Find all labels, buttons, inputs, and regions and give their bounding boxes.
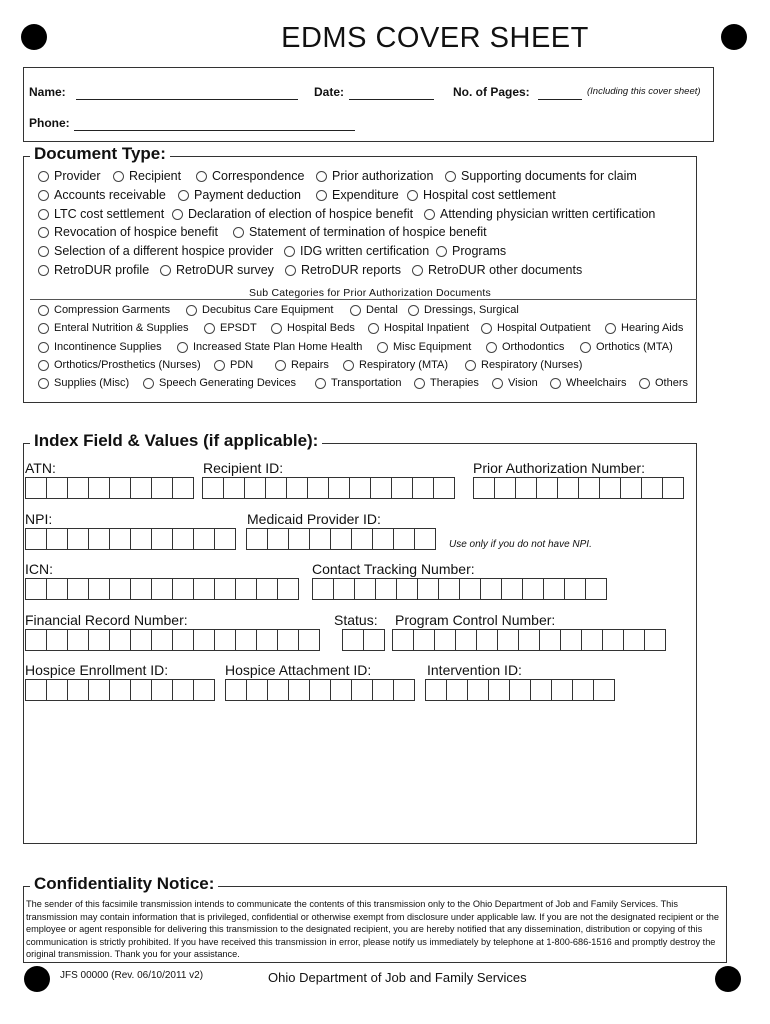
char-cell[interactable] <box>288 679 310 701</box>
radio-circle-icon <box>605 323 616 334</box>
subcategory-option[interactable]: Orthodontics <box>486 341 564 353</box>
char-cell[interactable] <box>530 679 552 701</box>
char-cell[interactable] <box>151 679 173 701</box>
char-cell[interactable] <box>88 578 110 600</box>
char-cell[interactable] <box>67 679 89 701</box>
radio-circle-icon <box>550 378 561 389</box>
char-cell[interactable] <box>372 679 394 701</box>
char-cell[interactable] <box>214 578 236 600</box>
char-cell[interactable] <box>172 679 194 701</box>
char-cell[interactable] <box>172 477 194 499</box>
radio-circle-icon <box>492 378 503 389</box>
char-cell[interactable] <box>480 578 502 600</box>
char-cell[interactable] <box>536 477 558 499</box>
char-cell[interactable] <box>214 528 236 550</box>
subcategory-option[interactable]: Speech Generating Devices <box>143 377 296 389</box>
radio-circle-icon <box>315 378 326 389</box>
char-cell[interactable] <box>392 629 414 651</box>
doc-type-option[interactable]: Prior authorization <box>316 169 433 183</box>
subcategory-option[interactable]: PDN <box>214 359 253 371</box>
agency-name: Ohio Department of Job and Family Services <box>268 970 527 985</box>
doc-type-option[interactable]: Selection of a different hospice provider <box>38 244 273 258</box>
subcategory-option[interactable]: Hospital Beds <box>271 322 355 334</box>
char-cell[interactable] <box>109 477 131 499</box>
icn-field[interactable] <box>25 578 298 600</box>
char-cell[interactable] <box>434 629 456 651</box>
char-cell[interactable] <box>46 528 68 550</box>
subcategory-option[interactable]: Hearing Aids <box>605 322 683 334</box>
subcategory-option[interactable]: Dental <box>350 304 398 316</box>
char-cell[interactable] <box>494 477 516 499</box>
char-cell[interactable] <box>623 629 645 651</box>
char-cell[interactable] <box>560 629 582 651</box>
char-cell[interactable] <box>67 528 89 550</box>
radio-circle-icon <box>445 171 456 182</box>
radio-circle-icon <box>38 305 49 316</box>
char-cell[interactable] <box>109 578 131 600</box>
char-cell[interactable] <box>109 629 131 651</box>
char-cell[interactable] <box>277 578 299 600</box>
char-cell[interactable] <box>25 528 47 550</box>
char-cell[interactable] <box>151 477 173 499</box>
program-control-number-label: Program Control Number: <box>395 612 556 628</box>
char-cell[interactable] <box>193 629 215 651</box>
char-cell[interactable] <box>172 629 194 651</box>
subcategory-option[interactable]: Orthotics (MTA) <box>580 341 673 353</box>
radio-circle-icon <box>486 342 497 353</box>
radio-circle-icon <box>316 190 327 201</box>
radio-circle-icon <box>38 171 49 182</box>
subcategory-option[interactable]: Hospital Inpatient <box>368 322 469 334</box>
doc-type-option[interactable]: RetroDUR profile <box>38 263 149 277</box>
char-cell[interactable] <box>225 679 247 701</box>
radio-circle-icon <box>38 342 49 353</box>
char-cell[interactable] <box>578 477 600 499</box>
radio-circle-icon <box>38 360 49 371</box>
name-field[interactable] <box>76 99 298 100</box>
char-cell[interactable] <box>518 629 540 651</box>
char-cell[interactable] <box>193 528 215 550</box>
subcategory-option[interactable]: Repairs <box>275 359 329 371</box>
char-cell[interactable] <box>88 629 110 651</box>
doc-type-option[interactable]: Statement of termination of hospice benefit <box>233 225 487 239</box>
char-cell[interactable] <box>256 578 278 600</box>
char-cell[interactable] <box>25 679 47 701</box>
radio-circle-icon <box>408 305 419 316</box>
radio-circle-icon <box>233 227 244 238</box>
doc-type-option[interactable]: Hospital cost settlement <box>407 188 556 202</box>
subcategory-option[interactable]: Therapies <box>414 377 479 389</box>
char-cell[interactable] <box>391 477 413 499</box>
pages-note: (Including this cover sheet) <box>587 86 701 97</box>
subcategory-option[interactable]: Respiratory (MTA) <box>343 359 448 371</box>
char-cell[interactable] <box>88 477 110 499</box>
date-label: Date: <box>314 85 345 99</box>
atn-label: ATN: <box>25 460 56 476</box>
char-cell[interactable] <box>246 679 268 701</box>
char-cell[interactable] <box>130 629 152 651</box>
registration-mark-bottom-right <box>715 966 741 992</box>
financial-record-number-label: Financial Record Number: <box>25 612 188 628</box>
char-cell[interactable] <box>109 528 131 550</box>
subcategory-option[interactable]: Hospital Outpatient <box>481 322 591 334</box>
char-cell[interactable] <box>414 528 436 550</box>
subcategory-option[interactable]: Decubitus Care Equipment <box>186 304 333 316</box>
radio-circle-icon <box>178 190 189 201</box>
radio-circle-icon <box>343 360 354 371</box>
char-cell[interactable] <box>235 629 257 651</box>
char-cell[interactable] <box>438 578 460 600</box>
radio-circle-icon <box>38 246 49 257</box>
subcategory-divider <box>30 299 697 300</box>
doc-type-option[interactable]: Revocation of hospice benefit <box>38 225 218 239</box>
radio-circle-icon <box>465 360 476 371</box>
radio-circle-icon <box>377 342 388 353</box>
prior-auth-number-label: Prior Authorization Number: <box>473 460 645 476</box>
radio-circle-icon <box>38 209 49 220</box>
phone-label: Phone: <box>29 116 70 130</box>
subcategory-heading: Sub Categories for Prior Authorization Documents <box>249 287 491 299</box>
char-cell[interactable] <box>312 578 334 600</box>
char-cell[interactable] <box>46 578 68 600</box>
doc-type-option[interactable]: RetroDUR other documents <box>412 263 582 277</box>
radio-circle-icon <box>214 360 225 371</box>
intervention-id-field[interactable] <box>425 679 614 701</box>
char-cell[interactable] <box>88 528 110 550</box>
phone-field[interactable] <box>74 130 355 131</box>
doc-type-option[interactable]: Attending physician written certification <box>424 207 655 221</box>
char-cell[interactable] <box>277 629 299 651</box>
radio-circle-icon <box>407 190 418 201</box>
radio-circle-icon <box>412 265 423 276</box>
char-cell[interactable] <box>309 528 331 550</box>
char-cell[interactable] <box>543 578 565 600</box>
radio-circle-icon <box>143 378 154 389</box>
char-cell[interactable] <box>351 528 373 550</box>
char-cell[interactable] <box>88 679 110 701</box>
subcategory-option[interactable]: Enteral Nutrition & Supplies <box>38 322 189 334</box>
radio-circle-icon <box>316 171 327 182</box>
char-cell[interactable] <box>551 679 573 701</box>
char-cell[interactable] <box>522 578 544 600</box>
document-type-heading: Document Type: <box>30 144 170 164</box>
medicaid-provider-id-label: Medicaid Provider ID: <box>247 511 381 527</box>
radio-circle-icon <box>38 378 49 389</box>
char-cell[interactable] <box>641 477 663 499</box>
subcategory-option[interactable]: Misc Equipment <box>377 341 471 353</box>
radio-circle-icon <box>204 323 215 334</box>
doc-type-option[interactable]: Recipient <box>113 169 181 183</box>
radio-circle-icon <box>38 190 49 201</box>
char-cell[interactable] <box>330 679 352 701</box>
char-cell[interactable] <box>446 679 468 701</box>
char-cell[interactable] <box>349 477 371 499</box>
char-cell[interactable] <box>572 679 594 701</box>
prior-auth-number-field[interactable] <box>473 477 683 499</box>
program-control-number-field[interactable] <box>392 629 665 651</box>
hospice-attachment-id-label: Hospice Attachment ID: <box>225 662 372 678</box>
char-cell[interactable] <box>459 578 481 600</box>
subcategory-option[interactable]: Wheelchairs <box>550 377 627 389</box>
char-cell[interactable] <box>412 477 434 499</box>
char-cell[interactable] <box>370 477 392 499</box>
financial-record-number-field[interactable] <box>25 629 319 651</box>
char-cell[interactable] <box>265 477 287 499</box>
char-cell[interactable] <box>25 477 47 499</box>
char-cell[interactable] <box>497 629 519 651</box>
char-cell[interactable] <box>286 477 308 499</box>
radio-circle-icon <box>350 305 361 316</box>
char-cell[interactable] <box>67 477 89 499</box>
char-cell[interactable] <box>599 477 621 499</box>
radio-circle-icon <box>275 360 286 371</box>
char-cell[interactable] <box>342 629 364 651</box>
doc-type-option[interactable]: RetroDUR reports <box>285 263 401 277</box>
char-cell[interactable] <box>585 578 607 600</box>
pages-field[interactable] <box>538 99 582 100</box>
subcategory-option[interactable]: Vision <box>492 377 538 389</box>
subcategory-option[interactable]: Respiratory (Nurses) <box>465 359 582 371</box>
char-cell[interactable] <box>363 629 385 651</box>
subcategory-option[interactable]: Supplies (Misc) <box>38 377 129 389</box>
char-cell[interactable] <box>307 477 329 499</box>
radio-circle-icon <box>639 378 650 389</box>
doc-type-option[interactable]: Correspondence <box>196 169 304 183</box>
char-cell[interactable] <box>130 477 152 499</box>
char-cell[interactable] <box>244 477 266 499</box>
doc-type-option[interactable]: Accounts receivable <box>38 188 166 202</box>
hospice-enrollment-id-field[interactable] <box>25 679 214 701</box>
char-cell[interactable] <box>620 477 642 499</box>
radio-circle-icon <box>271 323 282 334</box>
char-cell[interactable] <box>488 679 510 701</box>
recipient-id-field[interactable] <box>202 477 454 499</box>
doc-type-option[interactable]: Expenditure <box>316 188 399 202</box>
char-cell[interactable] <box>246 528 268 550</box>
radio-circle-icon <box>38 323 49 334</box>
radio-circle-icon <box>285 265 296 276</box>
radio-circle-icon <box>113 171 124 182</box>
hospice-enrollment-id-label: Hospice Enrollment ID: <box>25 662 169 678</box>
doc-type-option[interactable]: Declaration of election of hospice benefit <box>172 207 413 221</box>
char-cell[interactable] <box>396 578 418 600</box>
char-cell[interactable] <box>354 578 376 600</box>
radio-circle-icon <box>481 323 492 334</box>
char-cell[interactable] <box>256 629 278 651</box>
char-cell[interactable] <box>109 679 131 701</box>
char-cell[interactable] <box>328 477 350 499</box>
char-cell[interactable] <box>455 629 477 651</box>
char-cell[interactable] <box>46 629 68 651</box>
char-cell[interactable] <box>25 578 47 600</box>
char-cell[interactable] <box>67 578 89 600</box>
status-label: Status: <box>334 612 378 628</box>
radio-circle-icon <box>368 323 379 334</box>
char-cell[interactable] <box>393 528 415 550</box>
char-cell[interactable] <box>433 477 455 499</box>
char-cell[interactable] <box>602 629 624 651</box>
radio-circle-icon <box>196 171 207 182</box>
char-cell[interactable] <box>298 629 320 651</box>
recipient-id-label: Recipient ID: <box>203 460 284 476</box>
char-cell[interactable] <box>151 578 173 600</box>
subcategory-option[interactable]: Orthotics/Prosthetics (Nurses) <box>38 359 201 371</box>
radio-circle-icon <box>284 246 295 257</box>
doc-type-option[interactable]: Payment deduction <box>178 188 301 202</box>
char-cell[interactable] <box>172 578 194 600</box>
char-cell[interactable] <box>662 477 684 499</box>
subcategory-option[interactable]: Increased State Plan Home Health <box>177 341 362 353</box>
char-cell[interactable] <box>25 629 47 651</box>
char-cell[interactable] <box>351 679 373 701</box>
intervention-id-label: Intervention ID: <box>427 662 522 678</box>
char-cell[interactable] <box>130 679 152 701</box>
doc-type-option[interactable]: Programs <box>436 244 506 258</box>
medicaid-provider-id-field[interactable] <box>246 528 435 550</box>
page-title: EDMS COVER SHEET <box>281 22 589 54</box>
radio-circle-icon <box>436 246 447 257</box>
date-field[interactable] <box>349 99 434 100</box>
doc-type-option[interactable]: IDG written certification <box>284 244 429 258</box>
registration-mark-bottom-left <box>24 966 50 992</box>
doc-type-option[interactable]: RetroDUR survey <box>160 263 274 277</box>
subcategory-option[interactable]: Transportation <box>315 377 402 389</box>
char-cell[interactable] <box>557 477 579 499</box>
confidentiality-text: The sender of this facsimile transmission intends to communicate the contents of this transmission only to the Ohio Department of Job and Family Services. This transmission may contain information that is privileged, confidential or otherwise exempt from disclosure under applicable law. If you are not the designated recipient or the employee or agent responsible for delivering this transmission to the designated recipient, you are hereby notified that any dissemination, distribution or copying of this communication is strictly prohibited. If you have received this transmission in error, please notify us immediately by telephone at 1-800-686-1516 and promptly destroy the original transmission. Thank you for your assistance. <box>26 899 720 960</box>
subcategory-option[interactable]: Compression Garments <box>38 304 170 316</box>
char-cell[interactable] <box>393 679 415 701</box>
subcategory-option[interactable]: Incontinence Supplies <box>38 341 162 353</box>
atn-field[interactable] <box>25 477 193 499</box>
char-cell[interactable] <box>151 629 173 651</box>
char-cell[interactable] <box>223 477 245 499</box>
char-cell[interactable] <box>67 629 89 651</box>
char-cell[interactable] <box>375 578 397 600</box>
name-label: Name: <box>29 85 66 99</box>
char-cell[interactable] <box>564 578 586 600</box>
confidentiality-heading: Confidentiality Notice: <box>30 874 218 894</box>
char-cell[interactable] <box>235 578 257 600</box>
subcategory-option[interactable]: EPSDT <box>204 322 257 334</box>
npi-field[interactable] <box>25 528 235 550</box>
char-cell[interactable] <box>501 578 523 600</box>
char-cell[interactable] <box>417 578 439 600</box>
char-cell[interactable] <box>172 528 194 550</box>
radio-circle-icon <box>414 378 425 389</box>
char-cell[interactable] <box>425 679 447 701</box>
char-cell[interactable] <box>372 528 394 550</box>
doc-type-option[interactable]: LTC cost settlement <box>38 207 164 221</box>
char-cell[interactable] <box>515 477 537 499</box>
char-cell[interactable] <box>288 528 310 550</box>
char-cell[interactable] <box>202 477 224 499</box>
char-cell[interactable] <box>644 629 666 651</box>
char-cell[interactable] <box>193 679 215 701</box>
status-field[interactable] <box>342 629 384 651</box>
radio-circle-icon <box>172 209 183 220</box>
pages-label: No. of Pages: <box>453 85 530 99</box>
char-cell[interactable] <box>413 629 435 651</box>
char-cell[interactable] <box>509 679 531 701</box>
char-cell[interactable] <box>46 679 68 701</box>
radio-circle-icon <box>160 265 171 276</box>
radio-circle-icon <box>177 342 188 353</box>
radio-circle-icon <box>186 305 197 316</box>
char-cell[interactable] <box>581 629 603 651</box>
contact-tracking-number-field[interactable] <box>312 578 606 600</box>
index-fields-heading: Index Field & Values (if applicable): <box>30 431 322 451</box>
subcategory-option[interactable]: Dressings, Surgical <box>408 304 519 316</box>
hospice-attachment-id-field[interactable] <box>225 679 414 701</box>
char-cell[interactable] <box>333 578 355 600</box>
radio-circle-icon <box>38 227 49 238</box>
doc-type-option[interactable]: Provider <box>38 169 101 183</box>
char-cell[interactable] <box>46 477 68 499</box>
npi-label: NPI: <box>25 511 53 527</box>
char-cell[interactable] <box>330 528 352 550</box>
char-cell[interactable] <box>476 629 498 651</box>
char-cell[interactable] <box>309 679 331 701</box>
radio-circle-icon <box>424 209 435 220</box>
radio-circle-icon <box>38 265 49 276</box>
char-cell[interactable] <box>151 528 173 550</box>
radio-circle-icon <box>580 342 591 353</box>
char-cell[interactable] <box>130 578 152 600</box>
char-cell[interactable] <box>130 528 152 550</box>
char-cell[interactable] <box>467 679 489 701</box>
char-cell[interactable] <box>593 679 615 701</box>
char-cell[interactable] <box>267 528 289 550</box>
icn-label: ICN: <box>25 561 53 577</box>
char-cell[interactable] <box>267 679 289 701</box>
doc-type-option[interactable]: Supporting documents for claim <box>445 169 637 183</box>
subcategory-option[interactable]: Others <box>639 377 688 389</box>
npi-note: Use only if you do not have NPI. <box>449 539 592 550</box>
char-cell[interactable] <box>214 629 236 651</box>
char-cell[interactable] <box>193 578 215 600</box>
char-cell[interactable] <box>539 629 561 651</box>
char-cell[interactable] <box>473 477 495 499</box>
form-code: JFS 00000 (Rev. 06/10/2011 v2) <box>60 970 204 981</box>
contact-tracking-number-label: Contact Tracking Number: <box>312 561 475 577</box>
